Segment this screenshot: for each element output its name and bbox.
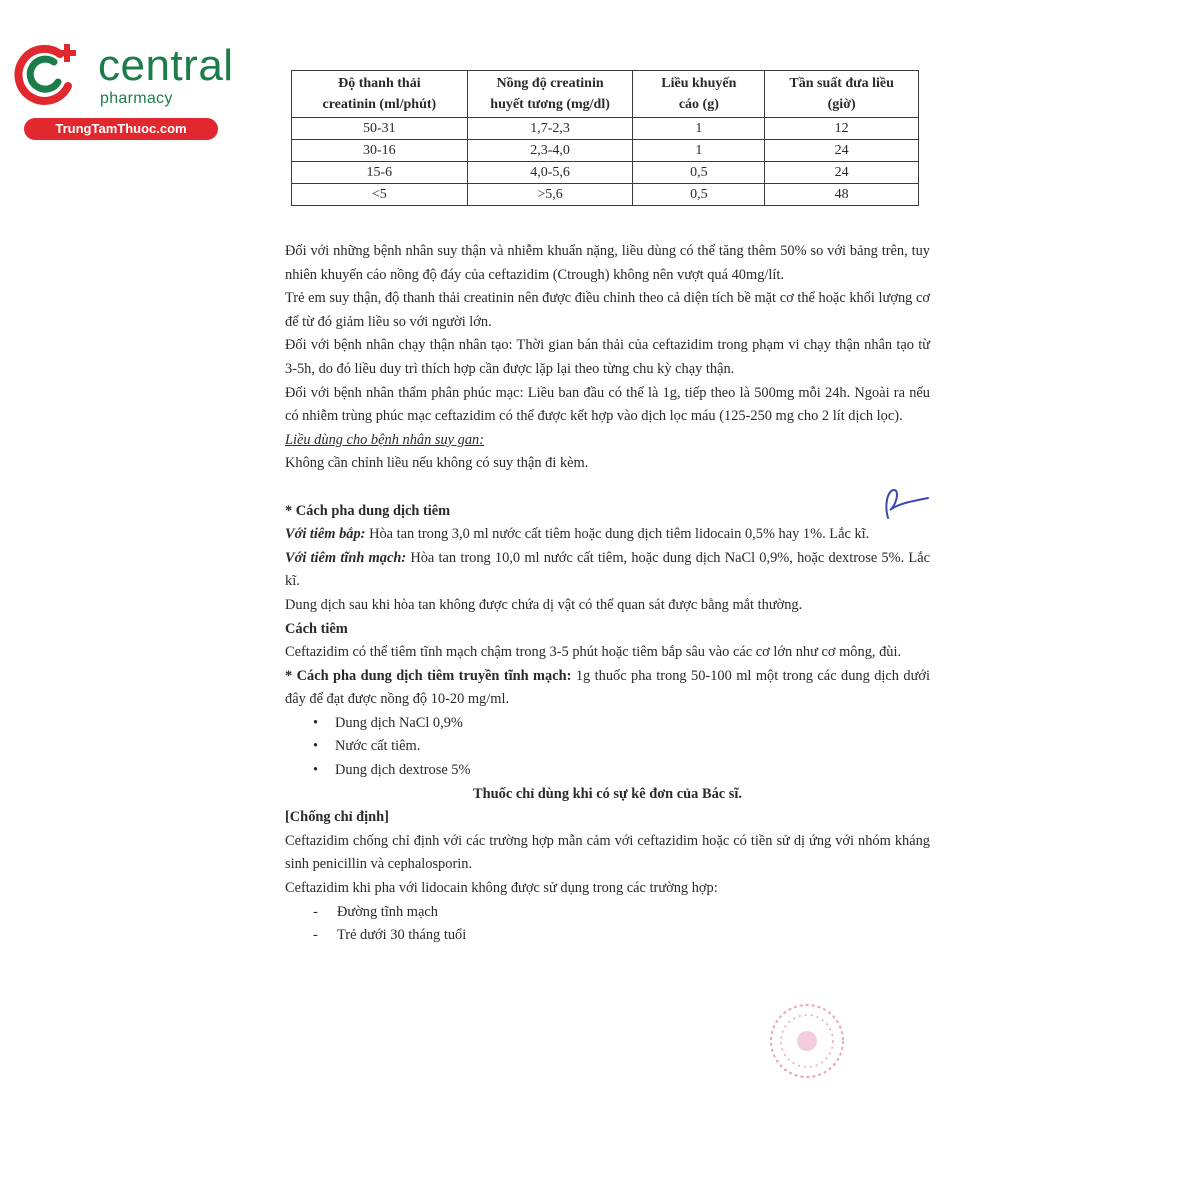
table-cell: 1 [633, 140, 765, 162]
inject-text: Ceftazidim có thể tiêm tĩnh mạch chậm trong 3-5 phút hoặc tiêm bắp sâu vào các cơ lớn như cơ mông, đùi. [285, 644, 902, 661]
brand-name: central [98, 41, 234, 90]
stamp-seal [766, 1000, 848, 1082]
list-item: - Trẻ dưới 30 tháng tuổi [337, 924, 930, 948]
infusion-label: * Cách pha dung dịch tiêm truyền tĩnh mạch: [285, 667, 572, 684]
lidocaine-list [285, 901, 930, 948]
table-cell: 0,5 [633, 162, 765, 184]
inject-heading: Cách tiêm [285, 620, 348, 637]
list-item: • Nước cất tiêm. [335, 735, 930, 759]
paragraph-hemodialysis: Đối với bệnh nhân chạy thận nhân tạo: Thời gian bán thải của ceftazidim trong phạm vi chạy thận nhân tạo từ 3-5h, do đó liều duy trì thích hợp cần được lặp lại theo từng chu kỳ chạy thận. [285, 337, 930, 377]
table-cell: 4,0-5,6 [467, 162, 633, 184]
list-item: • Dung dịch dextrose 5% [335, 759, 930, 783]
header-dose: Liều khuyến cáo (g) [633, 71, 765, 118]
list-item: - Đường tĩnh mạch [337, 901, 930, 925]
header-creatinine: Nồng độ creatinin huyết tương (mg/dl) [467, 71, 633, 118]
contraindication-text: Ceftazidim chống chỉ định với các trường hợp mẫn cảm với ceftazidim hoặc có tiền sử dị ứng với nhóm kháng sinh penicillin và cephalosporin. [285, 832, 930, 873]
solution-note: Dung dịch sau khi hòa tan không được chứa dị vật có thể quan sát được bằng mắt thường. [285, 596, 803, 613]
document-body [285, 240, 930, 948]
table-row [292, 184, 919, 206]
im-paragraph [285, 523, 930, 547]
table-row [292, 162, 919, 184]
iv-paragraph [285, 547, 930, 594]
table-header-row [292, 71, 919, 118]
prep-heading: * Cách pha dung dịch tiêm [285, 502, 451, 519]
iv-text: Hòa tan trong 10,0 ml nước cất tiêm, hoặc dung dịch NaCl 0,9%, hoặc dextrose 5%. Lắc kĩ. [285, 549, 930, 590]
table-cell: <5 [292, 184, 468, 206]
brand-logo [10, 38, 234, 138]
im-text: Hòa tan trong 3,0 ml nước cất tiêm hoặc dung dịch tiêm lidocain 0,5% hay 1%. Lắc kĩ. [365, 526, 870, 543]
brand-subtitle: pharmacy [100, 90, 173, 107]
table-cell: 12 [765, 118, 919, 140]
liver-heading: Liều dùng cho bệnh nhân suy gan: [285, 431, 485, 448]
table-cell: >5,6 [467, 184, 633, 206]
infusion-text: 1g thuốc pha trong 50-100 ml một trong các dung dịch dưới đây để đạt được nồng độ 10-20 mg/ml. [285, 667, 930, 708]
liver-text: Không cần chỉnh liều nếu không có suy thận đi kèm. [285, 455, 589, 472]
table-cell: 50-31 [292, 118, 468, 140]
signature-mark [878, 482, 934, 524]
dosage-table [291, 70, 919, 206]
prescription-note: Thuốc chỉ dùng khi có sự kê đơn của Bác sĩ. [473, 785, 742, 802]
table-cell: 1 [633, 118, 765, 140]
table-row [292, 118, 919, 140]
table-cell: 24 [765, 162, 919, 184]
contraindication-heading: [Chống chỉ định] [285, 809, 389, 826]
lidocaine-text: Ceftazidim khi pha với lidocain không được sử dụng trong các trường hợp: [285, 880, 718, 897]
table-cell: 48 [765, 184, 919, 206]
infusion-paragraph [285, 665, 930, 712]
table-cell: 0,5 [633, 184, 765, 206]
table-cell: 30-16 [292, 140, 468, 162]
paragraph-severe-infection: Đối với những bệnh nhân suy thận và nhiễm khuẩn nặng, liều dùng có thể tăng thêm 50% so với bảng trên, tuy nhiên khuyến cáo nồng độ đáy của ceftazidim (Ctrough) không nên vượt quá 40mg/lít. [285, 243, 930, 283]
header-frequency: Tần suất đưa liều (giờ) [765, 71, 919, 118]
im-label: Với tiêm bắp: [285, 526, 366, 543]
central-pharmacy-logo-icon [10, 38, 82, 110]
table-cell: 2,3-4,0 [467, 140, 633, 162]
header-clearance: Độ thanh thải creatinin (ml/phút) [292, 71, 468, 118]
table-cell: 1,7-2,3 [467, 118, 633, 140]
brand-website: TrungTamThuoc.com [24, 118, 218, 140]
iv-label: Với tiêm tĩnh mạch: [285, 549, 407, 566]
table-cell: 24 [765, 140, 919, 162]
table-row [292, 140, 919, 162]
list-item: • Dung dịch NaCl 0,9% [335, 712, 930, 736]
paragraph-children: Trẻ em suy thận, độ thanh thải creatinin nên được điều chỉnh theo cả diện tích bề mặt cơ thể hoặc khối lượng cơ để từ đó giảm liều so với người lớn. [285, 290, 930, 330]
diluent-list [285, 712, 930, 783]
table-cell: 15-6 [292, 162, 468, 184]
paragraph-peritoneal: Đối với bệnh nhân thẩm phân phúc mạc: Liều ban đầu có thể là 1g, tiếp theo là 500mg mỗi 24h. Ngoài ra nếu có nhiễm trùng phúc mạc ceftazidim có thể được kết hợp vào dịch lọc máu (125-250 mg cho 2 lít dịch lọc). [285, 384, 930, 425]
